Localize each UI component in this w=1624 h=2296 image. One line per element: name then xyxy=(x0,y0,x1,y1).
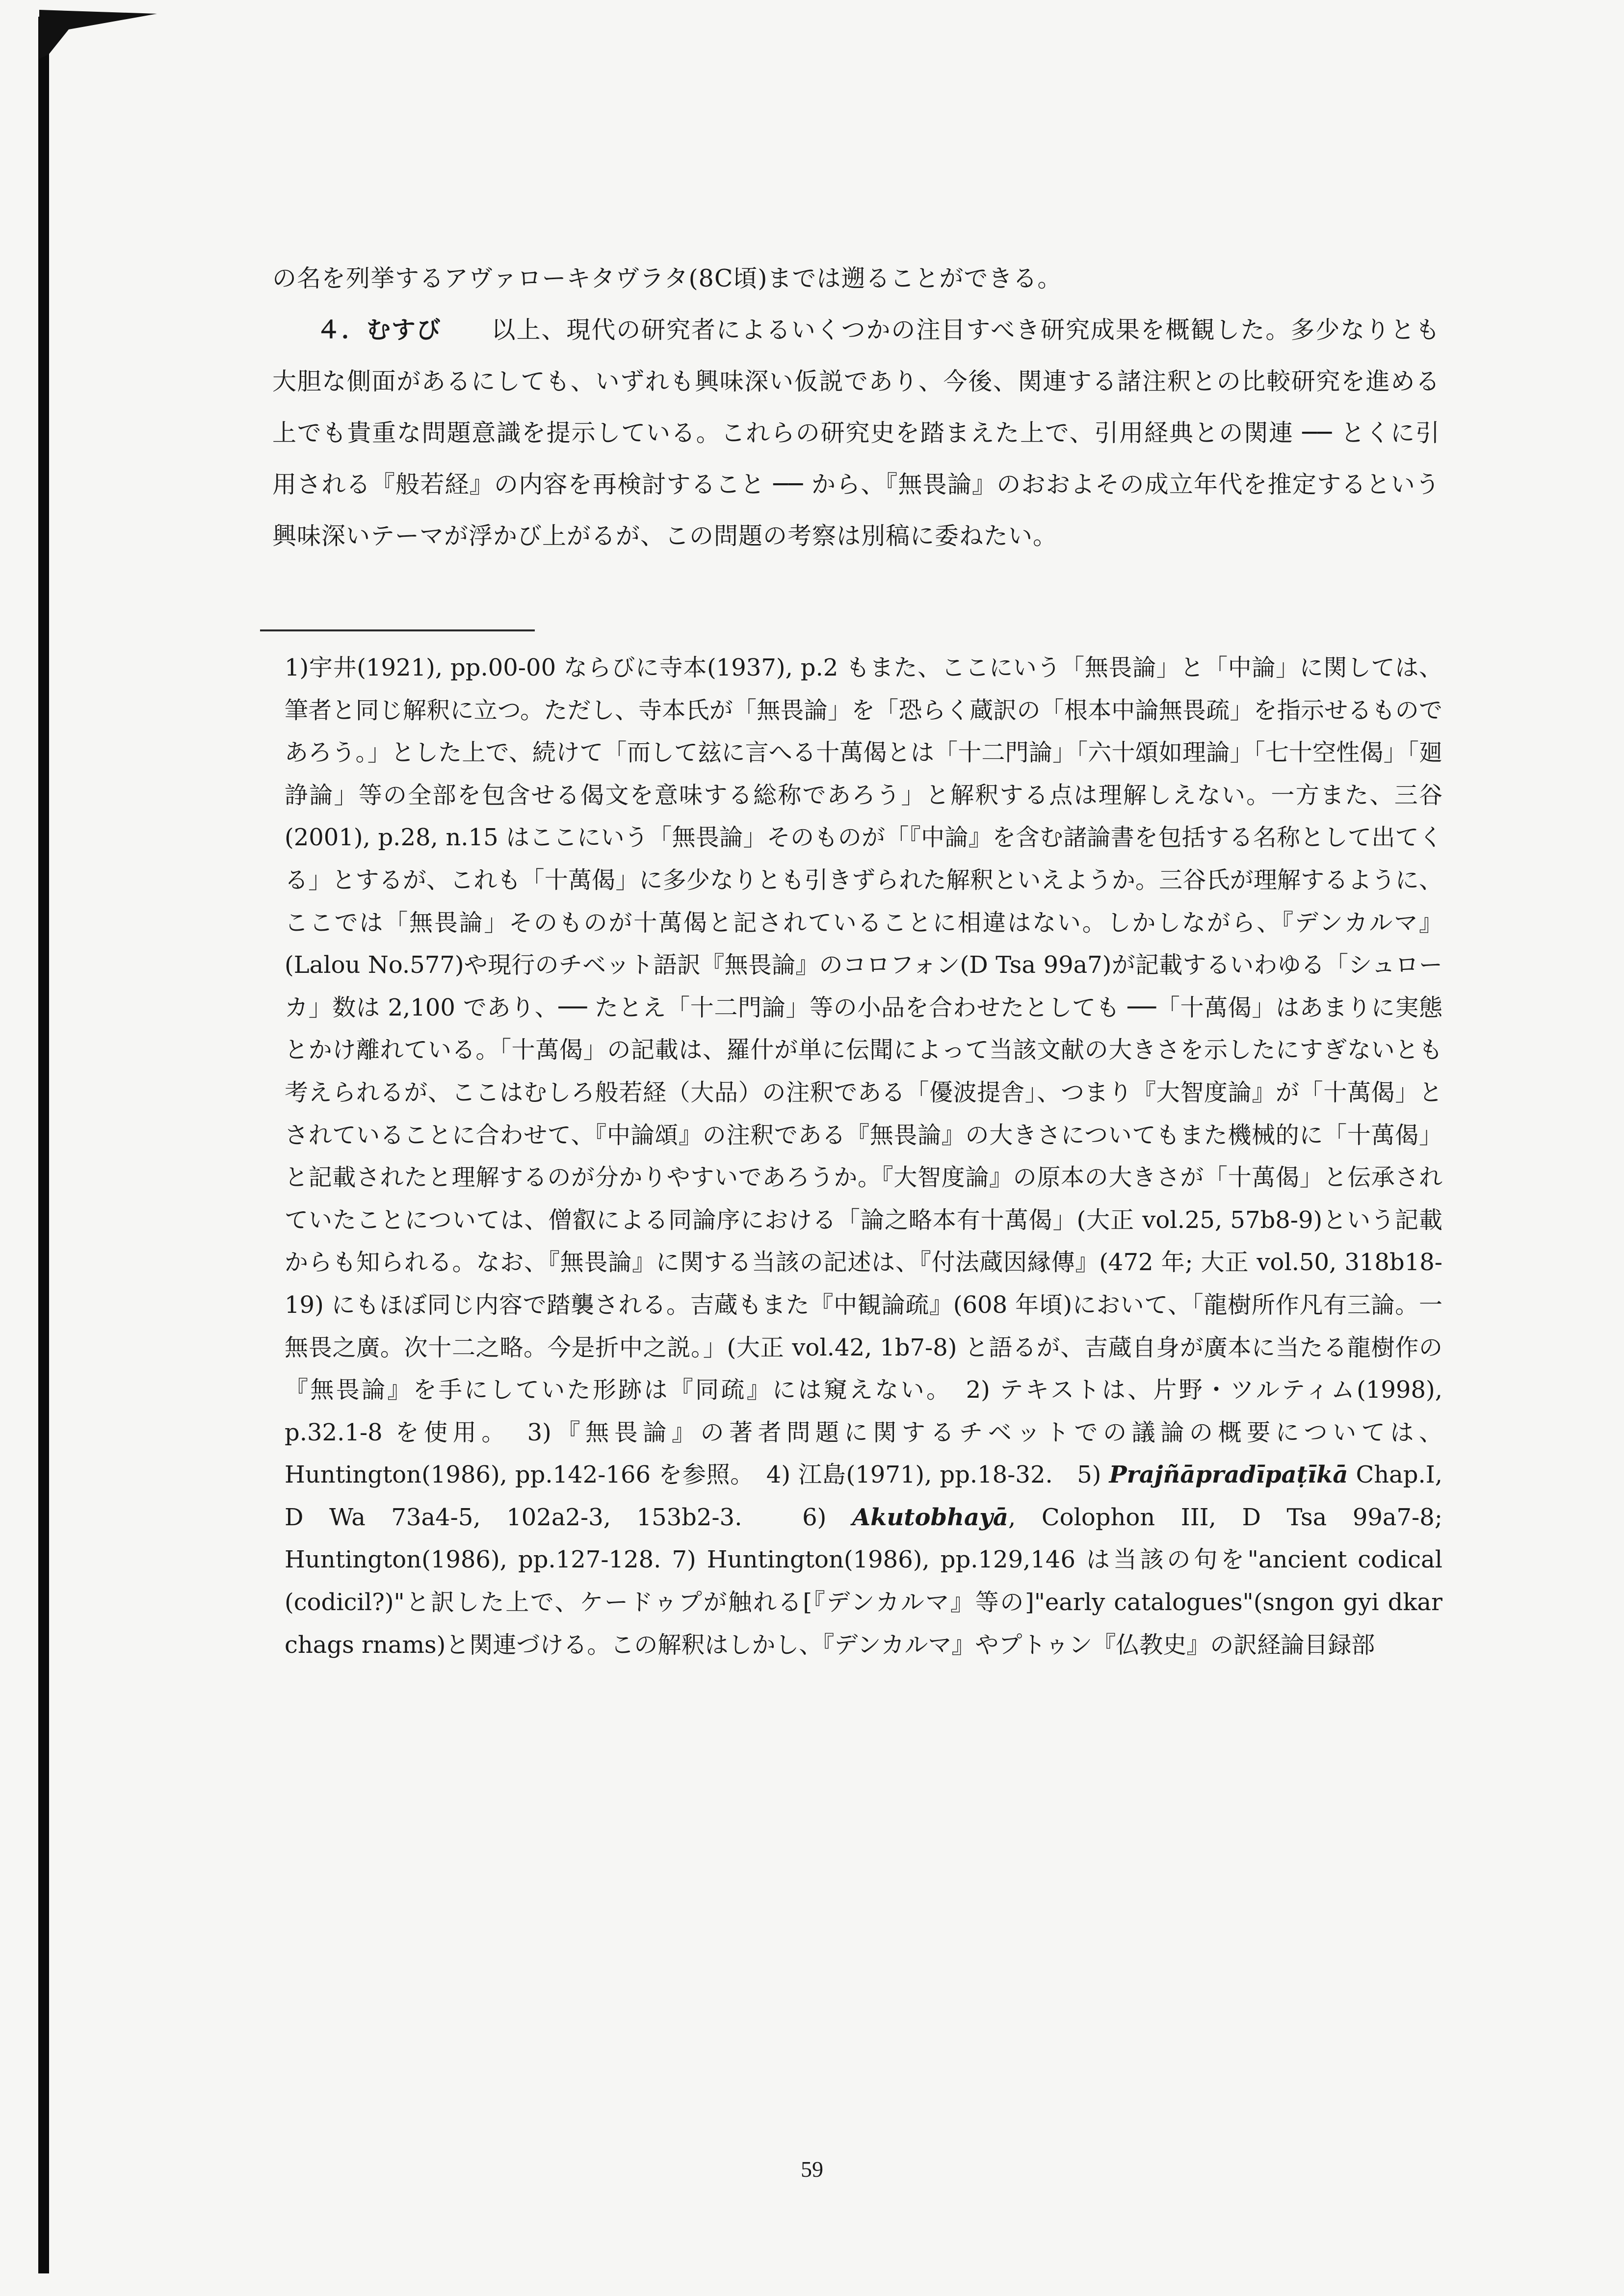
footnote-6-text: , Colophon III, D Tsa 99a7-8; Huntington(1986), pp.127-128. xyxy=(285,1503,1442,1574)
section-number: ４． xyxy=(316,315,367,344)
footnote-3: 3)『無畏論』の著者問題に関するチベットでの議論の概要については、Huntington(1986), pp.142-166 を参照。 xyxy=(285,1418,1442,1489)
footnote-6-number: 6) xyxy=(802,1503,827,1531)
footnote-1: 1)宇井(1921), pp.00-00 ならびに寺本(1937), p.2 もまた、ここにいう「無畏論」と「中論」に関しては、筆者と同じ解釈に立つ。ただし、寺本氏が「無畏論」を「恐らく蔵訳の「根本中論無畏疏」を指示せるものであろう。」とした上で、続けて「而して玆に言へる十萬偈とは「十二門論」「六十頌如理論」「七十空性偈」「廻諍論」等の全部を包含せる偈文を意味する総称であろう」と解釈する点は理解しえない。一方また、三谷(2001), p.28, n.15 はここにいう「無畏論」そのものが「『中論』を含む諸論書を包括する名称として出てくる」とするが、これも「十萬偈」に多少なりとも引きずられた解釈といえようか。三谷氏が理解するように、ここでは「無畏論」そのものが十萬偈と記されていることに相違はない。しかしながら、『デンカルマ』(Lalou No.577)や現行のチベット語訳『無畏論』のコロフォン(D Tsa 99a7)が記載するいわゆる「シュローカ」数は 2,100 であり、── たとえ「十二門論」等の小品を合わせたとしても ──「十萬偈」はあまりに実態とかけ離れている。「十萬偈」の記載は、羅什が単に伝聞によって当該文献の大きさを示したにすぎないとも考えられるが、ここはむしろ般若経（大品）の注釈である「優波提舎」、つまり『大智度論』が「十萬偈」とされていることに合わせて、『中論頌』の注釈である『無畏論』の大きさについてもまた機械的に「十萬偈」と記載されたと理解するのが分かりやすいであろうか。『大智度論』の原本の大きさが「十萬偈」と伝承されていたことについては、僧叡による同論序における「論之略本有十萬偈」(大正 vol.25, 57b8-9)という記載からも知られる。なお、『無畏論』に関する当該の記述は、『付法蔵因縁傳』(472 年; 大正 vol.50, 318b18-19) にもほぼ同じ内容で踏襲される。吉蔵もまた『中観論疏』(608 年頃)において、「龍樹所作凡有三論。一無畏之廣。次十二之略。今是折中之説。」(大正 vol.42, 1b7-8) と語るが、吉蔵自身が廣本に当たる龍樹作の『無畏論』を手にしていた形跡は『同疏』には窺えない。 xyxy=(285,654,1442,1404)
scan-page-edge xyxy=(38,17,49,2273)
footnote-4: 4) 江島(1971), pp.18-32. xyxy=(766,1461,1053,1489)
scan-corner-shadow xyxy=(0,0,162,64)
footnote-5-number: 5) xyxy=(1077,1461,1101,1489)
footnote-6-title: Akutobhayā xyxy=(852,1503,1009,1531)
section-text: 以上、現代の研究者によるいくつかの注目すべき研究成果を概観した。多少なりとも大胆な側面があるにしても、いずれも興味深い仮説であり、今後、関連する諸注釈との比較研究を進める上でも貴重な問題意識を提示している。これらの研究史を踏まえた上で、引用経典との関連 ── とくに引用される『般若経』の内容を再検討すること ── から、『無畏論』のおおよその成立年代を推定するという興味深いテーマが浮かび上がるが、この問題の考察は別稿に委ねたい。 xyxy=(272,316,1440,550)
conclusion-paragraph xyxy=(272,304,1440,562)
footnotes xyxy=(285,647,1442,1666)
footnote-2: 2) テキストは、片野・ツルティム(1998), p.32.1-8 を使用。 xyxy=(285,1376,1442,1446)
footnote-block xyxy=(285,647,1442,1666)
footnote-divider xyxy=(260,629,535,631)
continuation-paragraph: の名を列挙するアヴァローキタヴラタ(8C頃)までは遡ることができる。 xyxy=(272,264,1062,292)
footnote-7: 7) Huntington(1986), pp.129,146 は当該の句を"ancient codical (codicil?)"と訳した上で、ケードゥプが触れる[『デンカルマ』等の]"early catalogues"(sngon gyi dkar chags rnams)と関連づける。この解釈はしかし、『デンカルマ』やプトゥン『仏教史』の訳経論目録部 xyxy=(285,1546,1443,1659)
section-title: むすび xyxy=(366,315,442,344)
footnote-5-text: Chap.I, D Wa 73a4-5, 102a2-3, 153b2-3. xyxy=(285,1461,1442,1531)
main-text xyxy=(272,253,1440,562)
page-number: 59 xyxy=(801,2157,823,2182)
footnote-5-title: Prajñāpradīpaṭīkā xyxy=(1109,1461,1348,1489)
